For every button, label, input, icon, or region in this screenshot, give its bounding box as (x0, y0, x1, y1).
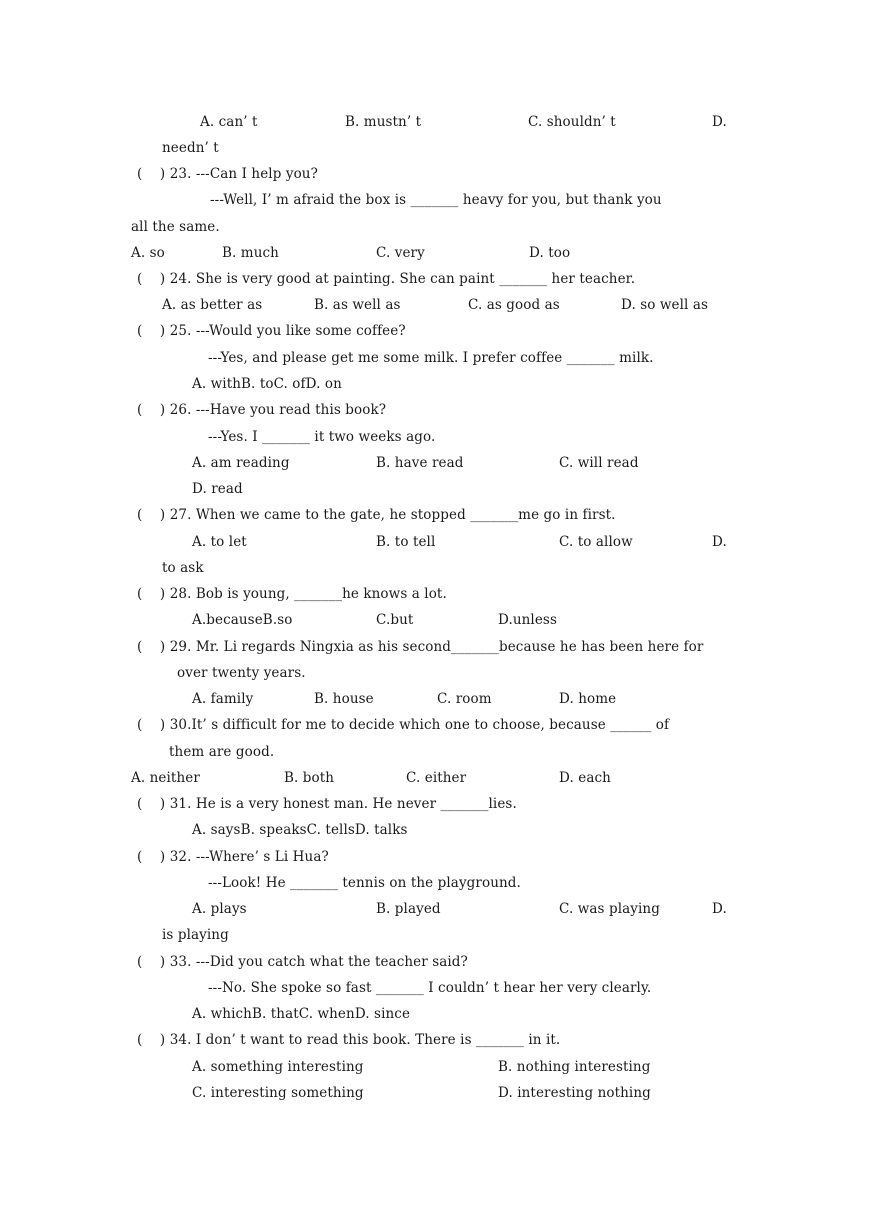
q27-option-d-wrap: to ask (162, 560, 204, 576)
q31-stem: ( ) 31. He is a very honest man. He never _______lies. (137, 796, 517, 812)
q26-stem: ( ) 26. ---Have you read this book? (137, 402, 387, 418)
q33-line2: ---No. She spoke so fast _______ I couldn’ t hear her very clearly. (208, 980, 652, 996)
q24-option-a: A. as better as (162, 297, 263, 313)
q29-option-d: D. home (559, 691, 617, 707)
q22-option-d-wrap: needn’ t (162, 140, 219, 156)
q29-option-b: B. house (314, 691, 374, 707)
q29-stem: ( ) 29. Mr. Li regards Ningxia as his second_______because he has been here for (137, 639, 704, 655)
q34-option-c: C. interesting something (192, 1085, 364, 1101)
q30-stem: ( ) 30.It’ s difficult for me to decide which one to choose, because ______ of (137, 717, 670, 733)
q27-option-d: D. (712, 534, 727, 550)
q28-option-d: D.unless (498, 612, 557, 628)
q26-option-d: D. read (192, 481, 243, 497)
q28-option-ab: A.becauseB.so (192, 612, 293, 628)
q33-options: A. whichB. thatC. whenD. since (192, 1006, 411, 1022)
q28-stem: ( ) 28. Bob is young, _______he knows a lot. (137, 586, 447, 602)
q32-option-b: B. played (376, 901, 441, 917)
q25-options: A. withB. toC. ofD. on (192, 376, 342, 392)
q34-option-b: B. nothing interesting (498, 1059, 651, 1075)
q32-option-d: D. (712, 901, 727, 917)
q24-option-b: B. as well as (314, 297, 401, 313)
q30-line2: them are good. (169, 744, 275, 760)
q28-option-c: C.but (376, 612, 414, 628)
q31-options: A. saysB. speaksC. tellsD. talks (192, 822, 408, 838)
q25-stem: ( ) 25. ---Would you like some coffee? (137, 323, 406, 339)
q26-option-c: C. will read (559, 455, 639, 471)
q32-stem: ( ) 32. ---Where’ s Li Hua? (137, 849, 329, 865)
q27-stem: ( ) 27. When we came to the gate, he stopped _______me go in first. (137, 507, 616, 523)
q34-option-d: D. interesting nothing (498, 1085, 651, 1101)
q26-option-a: A. am reading (192, 455, 290, 471)
q24-stem: ( ) 24. She is very good at painting. She can paint _______ her teacher. (137, 271, 636, 287)
q22-option-b: B. mustn’ t (345, 114, 422, 130)
q26-line2: ---Yes. I _______ it two weeks ago. (208, 429, 436, 445)
q22-option-d: D. (712, 114, 727, 130)
q23-line2: ---Well, I’ m afraid the box is _______ heavy for you, but thank you (210, 192, 662, 208)
q32-line2: ---Look! He _______ tennis on the playground. (208, 875, 521, 891)
q29-line2: over twenty years. (177, 665, 306, 681)
q26-option-b: B. have read (376, 455, 464, 471)
q22-option-a: A. can’ t (200, 114, 258, 130)
q33-stem: ( ) 33. ---Did you catch what the teacher said? (137, 954, 468, 970)
q30-option-a: A. neither (131, 770, 200, 786)
q32-option-c: C. was playing (559, 901, 660, 917)
q34-option-a: A. something interesting (192, 1059, 364, 1075)
q34-stem: ( ) 34. I don’ t want to read this book. There is _______ in it. (137, 1032, 561, 1048)
q23-stem: ( ) 23. ---Can I help you? (137, 166, 318, 182)
q22-option-c: C. shouldn’ t (528, 114, 616, 130)
q24-option-c: C. as good as (468, 297, 560, 313)
q30-option-d: D. each (559, 770, 611, 786)
q30-option-b: B. both (284, 770, 335, 786)
q32-option-a: A. plays (192, 901, 247, 917)
q25-line2: ---Yes, and please get me some milk. I prefer coffee _______ milk. (208, 350, 654, 366)
q23-line3: all the same. (131, 219, 220, 235)
q23-option-d: D. too (529, 245, 571, 261)
q23-option-c: C. very (376, 245, 425, 261)
q29-option-a: A. family (192, 691, 254, 707)
q30-option-c: C. either (406, 770, 467, 786)
q23-option-b: B. much (222, 245, 279, 261)
q29-option-c: C. room (437, 691, 492, 707)
q23-option-a: A. so (131, 245, 165, 261)
q24-option-d: D. so well as (621, 297, 709, 313)
q27-option-b: B. to tell (376, 534, 436, 550)
q27-option-a: A. to let (192, 534, 247, 550)
q32-option-d-wrap: is playing (162, 927, 229, 943)
q27-option-c: C. to allow (559, 534, 633, 550)
